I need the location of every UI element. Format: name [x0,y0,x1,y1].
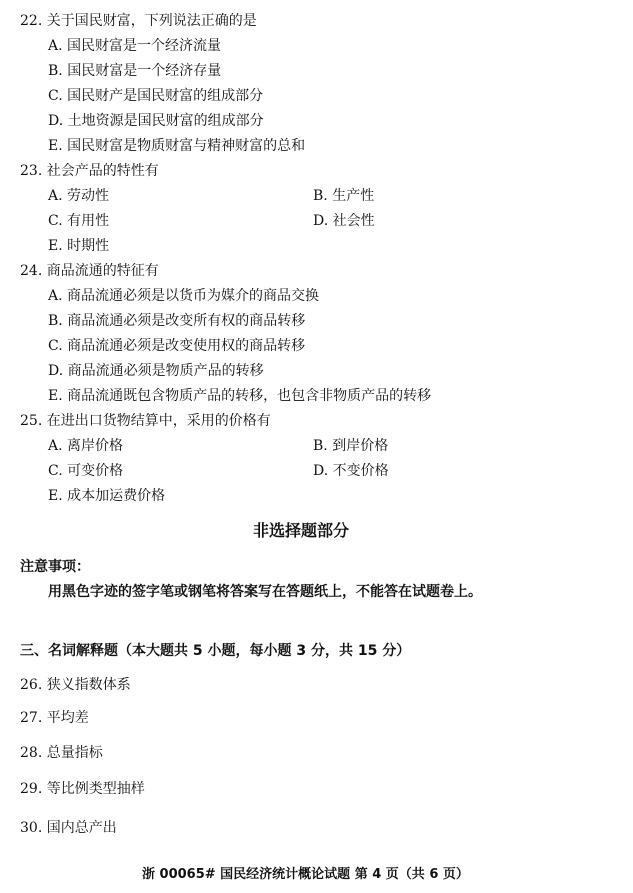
question-23-option-b: B. 生产性 [313,188,375,204]
part3-item-27: 27. 平均差 [20,710,89,726]
page-footer: 浙 00065# 国民经济统计概论试题 第 4 页（共 6 页） [142,867,469,882]
question-24-option-c: C. 商品流通必须是改变使用权的商品转移 [48,338,306,354]
part3-item-28: 28. 总量指标 [20,745,103,761]
part3-item-29: 29. 等比例类型抽样 [20,781,145,797]
question-22-option-c: C. 国民财产是国民财富的组成部分 [48,88,264,104]
part3-item-26: 26. 狭义指数体系 [20,677,131,693]
question-23-option-e: E. 时期性 [48,238,110,254]
question-24-option-e: E. 商品流通既包含物质产品的转移，也包含非物质产品的转移 [48,388,432,404]
question-22-stem: 22. 关于国民财富，下列说法正确的是 [20,13,257,29]
question-25-option-c: C. 可变价格 [48,463,124,479]
question-24-option-d: D. 商品流通必须是物质产品的转移 [48,363,264,379]
question-22-option-d: D. 土地资源是国民财富的组成部分 [48,113,264,129]
question-23-option-a: A. 劳动性 [48,188,110,204]
question-25-option-e: E. 成本加运费价格 [48,488,166,504]
question-25-option-d: D. 不变价格 [313,463,389,479]
question-24-stem: 24. 商品流通的特征有 [20,263,159,279]
notice-text: 用黑色字迹的签字笔或钢笔将答案写在答题纸上，不能答在试题卷上。 [48,584,482,600]
question-23-stem: 23. 社会产品的特性有 [20,163,159,179]
question-23-option-d: D. 社会性 [313,213,375,229]
question-22-option-e: E. 国民财富是物质财富与精神财富的总和 [48,138,306,154]
question-23-option-c: C. 有用性 [48,213,110,229]
question-22-option-a: A. 国民财富是一个经济流量 [48,38,222,54]
question-24-option-b: B. 商品流通必须是改变所有权的商品转移 [48,313,306,329]
notice-label: 注意事项： [20,559,90,575]
question-25-stem: 25. 在进出口货物结算中，采用的价格有 [20,413,271,429]
question-24-option-a: A. 商品流通必须是以货币为媒介的商品交换 [48,288,320,304]
question-22-option-b: B. 国民财富是一个经济存量 [48,63,222,79]
section-title: 非选择题部分 [253,521,350,540]
part3-heading: 三、名词解释题（本大题共 5 小题，每小题 3 分，共 15 分） [20,643,411,659]
question-25-option-a: A. 离岸价格 [48,438,124,454]
part3-item-30: 30. 国内总产出 [20,820,117,836]
question-25-option-b: B. 到岸价格 [313,438,389,454]
